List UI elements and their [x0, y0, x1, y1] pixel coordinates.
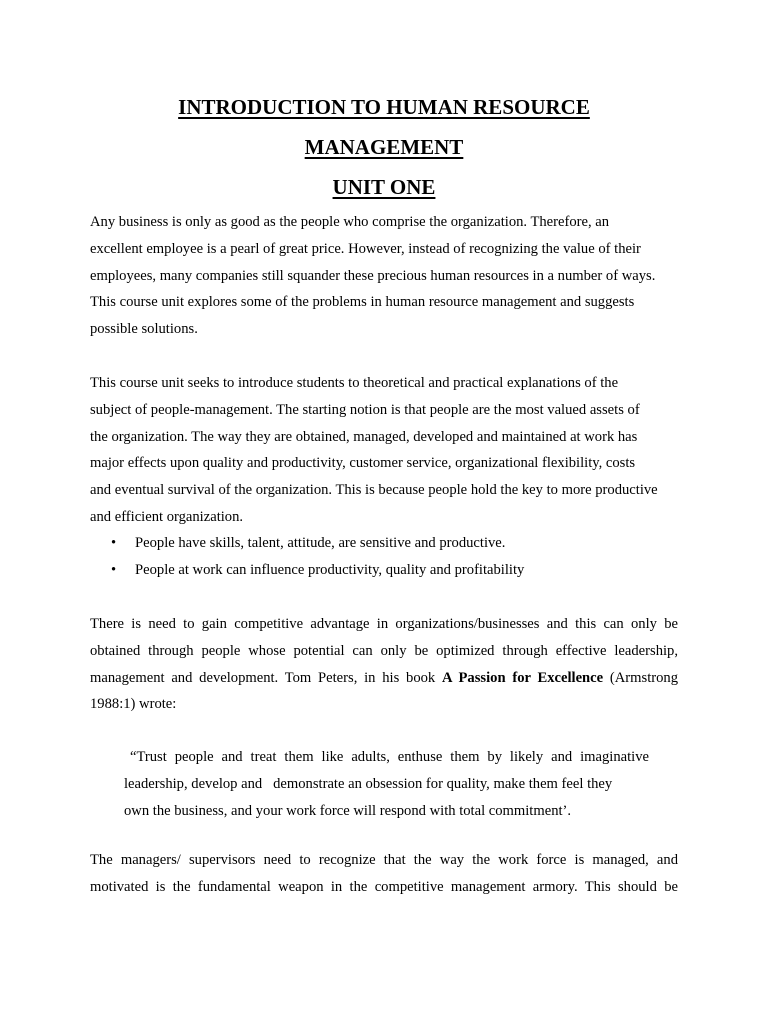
line-text-before-book: management and development. Tom Peters, in his book: [90, 669, 443, 686]
managers-paragraph-line: motivated is the fundamental weapon in the competitive management armory. This should be: [90, 878, 678, 895]
document-title-line-1: INTRODUCTION TO HUMAN RESOURCE: [178, 95, 590, 119]
course-description-paragraph: [90, 370, 678, 531]
bullet-item-text: People at work can influence productivity, quality and profitability: [135, 561, 525, 578]
bullet-marker: •: [111, 535, 117, 551]
intro-paragraph-line: possible solutions.: [90, 321, 198, 338]
intro-paragraph-line: Any business is only as good as the people who comprise the organization. Therefore, an: [90, 214, 610, 230]
competitive-advantage-line: There is need to gain competitive advantage in organizations/businesses and this can only be: [90, 616, 678, 632]
course-description-line: subject of people-management. The starting notion is that people are the most valued assets of: [90, 401, 640, 418]
managers-paragraph: [90, 847, 678, 901]
competitive-advantage-paragraph: [90, 611, 678, 718]
intro-paragraph: [90, 209, 678, 343]
book-title: A Passion for Excellence: [442, 669, 604, 686]
bullet-item: [90, 530, 690, 557]
intro-paragraph-line: This course unit explores some of the problems in human resource management and suggests: [90, 294, 635, 311]
competitive-advantage-line: obtained through people whose potential can only be optimized through effective leadership,: [90, 642, 678, 659]
quote-line: “Trust people and treat them like adults, enthuse them by likely and imaginative: [130, 749, 649, 765]
bullet-marker: •: [111, 561, 117, 578]
unit-heading: UNIT ONE: [332, 175, 436, 199]
quote-line: own the business, and your work force will respond with total commitment’.: [124, 802, 572, 819]
intro-paragraph-line: employees, many companies still squander these precious human resources in a number of ways.: [90, 267, 656, 284]
quote-line: leadership, develop and demonstrate an obsession for quality, make them feel they: [124, 775, 613, 792]
block-quote: [124, 744, 649, 824]
course-description-line: and eventual survival of the organization. This is because people hold the key to more productive: [90, 482, 658, 499]
course-description-line: the organization. The way they are obtained, managed, developed and maintained at work has: [90, 428, 638, 445]
course-description-line: and efficient organization.: [90, 508, 244, 525]
line-text-after-book: (Armstrong: [603, 669, 678, 686]
bullet-item-text: People have skills, talent, attitude, are sensitive and productive.: [135, 535, 506, 551]
competitive-advantage-line: 1988:1) wrote:: [90, 696, 177, 713]
managers-paragraph-line: The managers/ supervisors need to recognize that the way the work force is managed, and: [90, 852, 678, 868]
course-description-line: This course unit seeks to introduce students to theoretical and practical explanations of the: [90, 375, 619, 391]
intro-paragraph-line: excellent employee is a pearl of great price. However, instead of recognizing the value of their: [90, 240, 641, 257]
bullet-item: [90, 557, 690, 584]
competitive-advantage-line: [90, 665, 678, 692]
course-description-line: major effects upon quality and productivity, customer service, organizational flexibility, costs: [90, 455, 636, 472]
document-title-line-2: MANAGEMENT: [304, 135, 464, 159]
bullet-list: [90, 530, 690, 584]
